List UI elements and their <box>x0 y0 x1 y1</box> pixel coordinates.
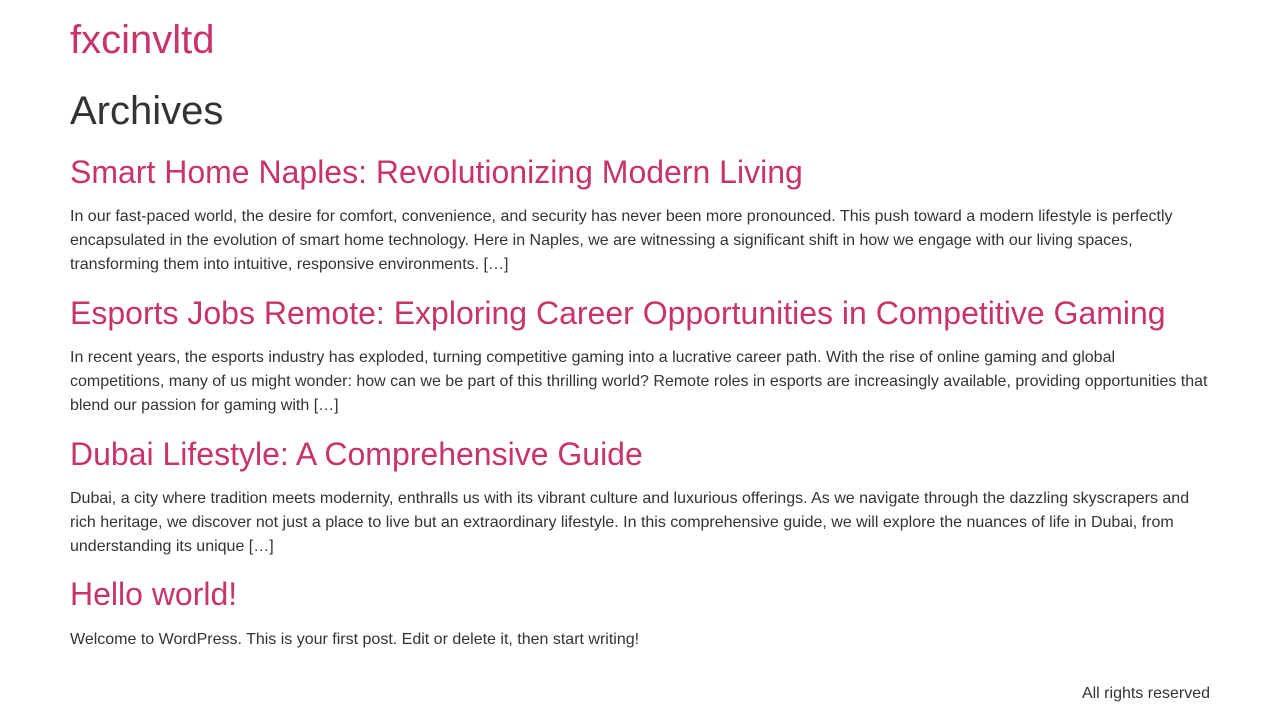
post-excerpt: Dubai, a city where tradition meets modernity, enthralls us with its vibrant culture and luxurious offerings. As we navigate through the dazzling skyscrapers and rich heritage, we discover not just a place to live but an extraordinary lifestyle. In this comprehensive guide, we will explore the nuances of life in Dubai, from understanding its unique […] <box>70 490 1190 555</box>
post-item <box>70 293 1210 414</box>
site-title-link[interactable]: fxcinvltd <box>70 18 215 62</box>
post-title <box>70 434 1210 474</box>
footer-copyright: All rights reserved <box>1081 685 1210 702</box>
post-title-link[interactable]: Hello world! <box>70 576 238 612</box>
post-title <box>70 152 1210 192</box>
post-title-link[interactable]: Smart Home Naples: Revolutionizing Modern Living <box>70 154 803 190</box>
post-item <box>70 434 1210 555</box>
post-excerpt: In our fast-paced world, the desire for comfort, convenience, and security has never been more pronounced. This push toward a modern lifestyle is perfectly encapsulated in the evolution of smart home technology. Here in Naples, we are witnessing a significant shift in how we engage with our living spaces, transforming them into intuitive, responsive environments. […] <box>70 208 1173 273</box>
post-title <box>70 293 1210 333</box>
archive-heading: Archives <box>70 89 224 133</box>
post-excerpt: In recent years, the esports industry has exploded, turning competitive gaming into a lucrative career path. With the rise of online gaming and global competitions, many of us might wonder: how can we be part of this thrilling world? Remote roles in esports are increasingly available, providing opportunities that blend our passion for gaming with […] <box>70 349 1208 414</box>
post-item <box>70 574 1210 648</box>
post-item <box>70 152 1210 273</box>
post-excerpt: Welcome to WordPress. This is your first post. Edit or delete it, then start writing! <box>70 631 640 648</box>
post-title <box>70 574 1210 614</box>
post-title-link[interactable]: Esports Jobs Remote: Exploring Career Opportunities in Competitive Gaming <box>70 295 1166 331</box>
post-title-link[interactable]: Dubai Lifestyle: A Comprehensive Guide <box>70 436 643 472</box>
